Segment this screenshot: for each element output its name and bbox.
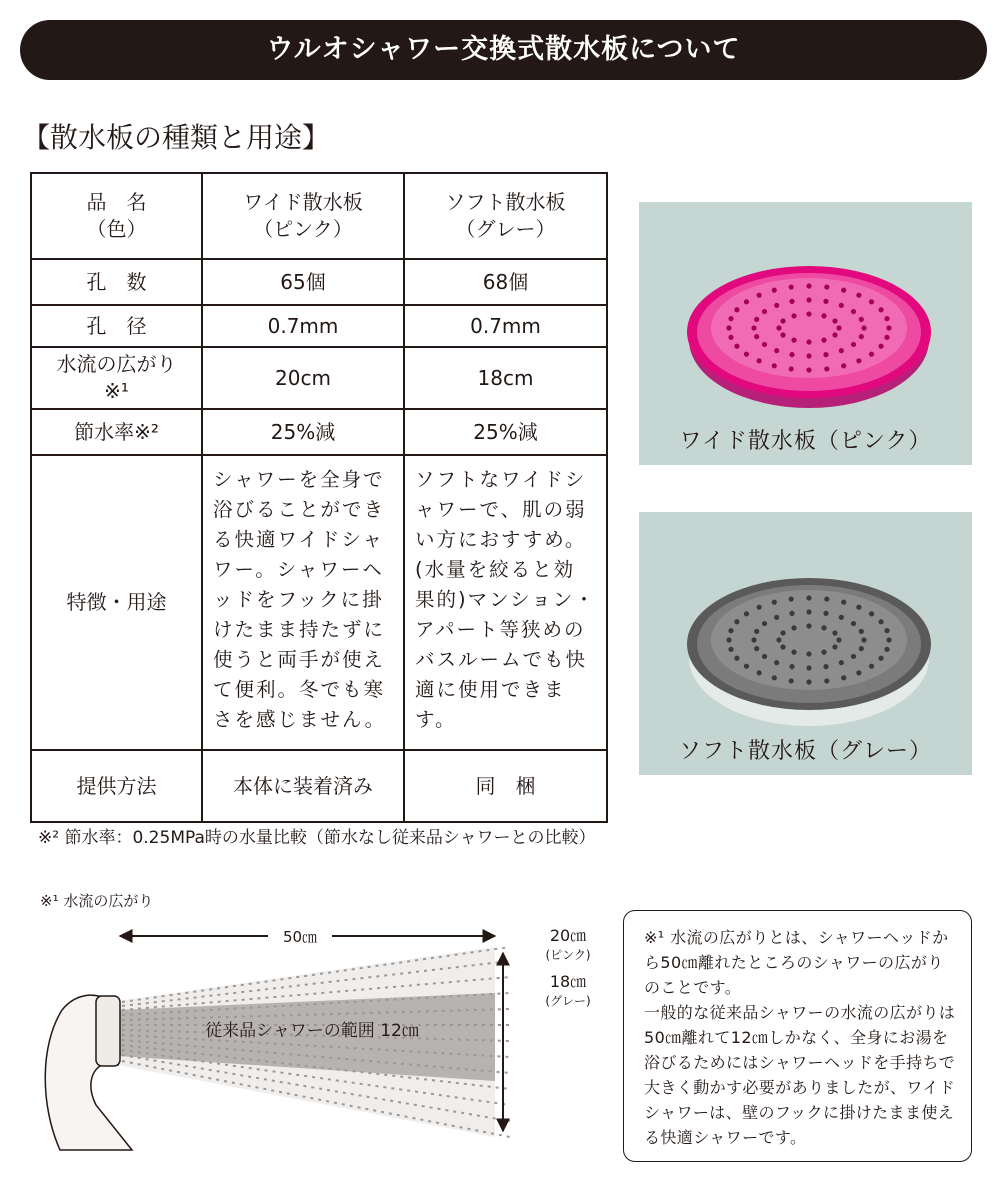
plate-hole: [754, 646, 759, 651]
header-cell-wide: ワイド散水板 （ピンク）: [202, 173, 404, 259]
plate-hole: [806, 623, 811, 628]
plate-hole: [744, 611, 749, 616]
plate-hole: [869, 352, 874, 357]
row-label: 節水率※²: [31, 409, 202, 455]
plate-hole: [726, 637, 731, 642]
plate-hole: [789, 611, 794, 616]
plate-hole: [744, 352, 749, 357]
plate-hole: [821, 650, 826, 655]
plate-hole: [878, 656, 883, 661]
plate-hole: [757, 605, 762, 610]
row-label: 提供方法: [31, 750, 202, 822]
plate-hole: [728, 647, 733, 652]
plate-hole: [806, 353, 811, 358]
plate-hole: [806, 679, 811, 684]
plate-hole: [878, 307, 883, 312]
cell-wide: シャワーを全身で浴びることができる快適ワイドシャワー。シャワーヘッドをフックに掛けたまま持たずに使うと両手が使えて便利。冬でも寒さを感じません。: [202, 455, 404, 750]
plate-hole: [823, 664, 828, 669]
plate-hole: [806, 311, 811, 316]
plate-hole: [806, 595, 811, 600]
spec-table: [30, 172, 608, 823]
plate-hole: [791, 313, 796, 318]
plate-hole: [841, 600, 846, 605]
section-title: 【散水板の種類と用途】: [22, 121, 331, 154]
plate-hole: [772, 600, 777, 605]
plate-hole: [884, 647, 889, 652]
row-label: 孔 数: [31, 259, 202, 305]
plate-hole: [734, 307, 739, 312]
plate-hole: [757, 293, 762, 298]
plate-hole: [884, 628, 889, 633]
plate-hole: [806, 283, 811, 288]
cell-wide: 65個: [202, 259, 404, 305]
plate-hole: [762, 654, 767, 659]
plate-hole: [772, 363, 777, 368]
plate-hole: [851, 342, 856, 347]
pink-plate-photo: [639, 202, 972, 465]
plate-hole: [744, 664, 749, 669]
cell-soft: 0.7mm: [404, 305, 607, 347]
plate-hole: [789, 352, 794, 357]
table-row: [31, 409, 607, 455]
plate-hole: [780, 332, 785, 337]
plate-hole: [832, 644, 837, 649]
plate-hole: [806, 297, 811, 302]
plate-hole: [757, 358, 762, 363]
plate-hole: [878, 619, 883, 624]
plate-hole: [772, 675, 777, 680]
plate-hole: [791, 625, 796, 630]
cell-soft: 68個: [404, 259, 607, 305]
cell-wide: 0.7mm: [202, 305, 404, 347]
plate-hole: [762, 342, 767, 347]
plate-hole: [734, 344, 739, 349]
plate-hole: [751, 325, 756, 330]
plate-hole: [856, 293, 861, 298]
plate-hole: [762, 309, 767, 314]
plate-hole: [839, 303, 844, 308]
cell-wide: 20cm: [202, 347, 404, 409]
plate-hole: [824, 366, 829, 371]
gray-plate-image: [639, 512, 972, 742]
plate-hole: [734, 619, 739, 624]
plate-hole: [841, 288, 846, 293]
plate-hole: [754, 317, 759, 322]
plate-hole: [861, 637, 866, 642]
plate-hole: [744, 299, 749, 304]
plate-hole: [821, 338, 826, 343]
plate-hole: [839, 660, 844, 665]
gray-plate-caption: ソフト散水板（グレー）: [678, 739, 932, 764]
plate-hole: [806, 665, 811, 670]
plate-hole: [859, 646, 864, 651]
plate-hole: [774, 660, 779, 665]
distance-label: 50㎝: [282, 928, 318, 946]
plate-hole: [776, 637, 781, 642]
cell-soft: 25%減: [404, 409, 607, 455]
plate-hole: [821, 313, 826, 318]
plate-hole: [856, 670, 861, 675]
plate-hole: [856, 358, 861, 363]
shower-head-illustration: [45, 995, 132, 1150]
plate-hole: [789, 366, 794, 371]
plate-hole: [824, 596, 829, 601]
plate-hole: [841, 363, 846, 368]
plate-hole: [774, 303, 779, 308]
plate-hole: [859, 629, 864, 634]
explanation-paragraph: ※¹ 水流の広がりとは、シャワーヘッドから50㎝離れたところのシャワーの広がりのことです。: [644, 928, 949, 997]
plate-hole: [823, 299, 828, 304]
plate-hole: [851, 654, 856, 659]
header-cell-name: 品 名 （色）: [31, 173, 202, 259]
plate-hole: [780, 318, 785, 323]
plate-hole: [856, 605, 861, 610]
table-row: [31, 347, 607, 409]
row-label: 特徴・用途: [31, 455, 202, 750]
table-row: [31, 259, 607, 305]
wide-size-label: 20㎝: [549, 926, 587, 945]
plate-hole: [791, 338, 796, 343]
cell-soft: 18cm: [404, 347, 607, 409]
plate-hole: [886, 325, 891, 330]
plate-hole: [878, 344, 883, 349]
plate-hole: [806, 609, 811, 614]
table-row: [31, 750, 607, 822]
table-row: [31, 305, 607, 347]
plate-hole: [832, 630, 837, 635]
soft-color-label: (グレー): [545, 994, 591, 1008]
wide-color-label: (ピンク): [545, 948, 591, 962]
plate-hole: [823, 352, 828, 357]
plate-hole: [824, 678, 829, 683]
plate-hole: [841, 675, 846, 680]
plate-hole: [806, 651, 811, 656]
plate-hole: [754, 629, 759, 634]
plate-hole: [789, 299, 794, 304]
plate-hole: [728, 628, 733, 633]
pink-plate-image: [639, 202, 972, 432]
plate-hole: [774, 348, 779, 353]
plate-hole: [821, 625, 826, 630]
table-row: [31, 173, 607, 259]
cell-wide: 25%減: [202, 409, 404, 455]
row-label: 孔 径: [31, 305, 202, 347]
plate-hole: [751, 637, 756, 642]
plate-hole: [762, 621, 767, 626]
plate-hole: [861, 325, 866, 330]
row-label: 水流の広がり ※¹: [31, 347, 202, 409]
plate-hole: [869, 611, 874, 616]
soft-size-label: 18㎝: [549, 972, 587, 991]
footnote-spread-label: ※¹ 水流の広がり: [40, 892, 154, 910]
plate-hole: [823, 611, 828, 616]
plate-hole: [869, 664, 874, 669]
plate-hole: [791, 650, 796, 655]
plate-hole: [772, 288, 777, 293]
plate-hole: [728, 316, 733, 321]
footnote-saving-rate: ※² 節水率：0.25MPa時の水量比較（節水なし従来品シャワーとの比較）: [38, 828, 596, 848]
plate-hole: [851, 621, 856, 626]
plate-hole: [789, 664, 794, 669]
spread-explanation-box: [623, 910, 972, 1162]
plate-hole: [851, 309, 856, 314]
plate-hole: [884, 316, 889, 321]
conventional-range-label: 従来品シャワーの範囲 12㎝: [205, 1021, 419, 1041]
plate-hole: [832, 318, 837, 323]
gray-plate-photo: [639, 512, 972, 775]
plate-hole: [832, 332, 837, 337]
cell-wide: 本体に装着済み: [202, 750, 404, 822]
plate-hole: [839, 615, 844, 620]
plate-hole: [886, 637, 891, 642]
table-row: [31, 455, 607, 750]
plate-hole: [776, 325, 781, 330]
explanation-paragraph: 一般的な従来品シャワーの水流の広がりは50㎝離れて12㎝しかなく、全身にお湯を浴びるためにはシャワーヘッドを手持ちで大きく動かす必要がありましたが、ワイドシャワーは、壁のフックに掛けたまま使える快適シャワーです。: [644, 1003, 956, 1147]
plate-hole: [780, 630, 785, 635]
plate-hole: [884, 335, 889, 340]
plate-hole: [806, 367, 811, 372]
plate-hole: [789, 284, 794, 289]
page-banner: ウルオシャワー交換式散水板について: [20, 20, 987, 80]
plate-hole: [869, 299, 874, 304]
plate-hole: [726, 325, 731, 330]
plate-hole: [859, 317, 864, 322]
plate-hole: [734, 656, 739, 661]
cell-soft: 同 梱: [404, 750, 607, 822]
plate-hole: [836, 325, 841, 330]
plate-hole: [757, 670, 762, 675]
plate-hole: [839, 348, 844, 353]
spray-spread-diagram: [0, 905, 620, 1195]
plate-hole: [859, 334, 864, 339]
plate-hole: [836, 637, 841, 642]
plate-hole: [789, 596, 794, 601]
plate-hole: [824, 284, 829, 289]
cell-soft: ソフトなワイドシャワーで、肌の弱い方におすすめ。(水量を絞ると効果的)マンション・アパート等狭めのバスルームでも快適に使用できます。: [404, 455, 607, 750]
plate-hole: [754, 334, 759, 339]
plate-hole: [780, 644, 785, 649]
plate-hole: [774, 615, 779, 620]
plate-hole: [789, 678, 794, 683]
plate-hole: [728, 335, 733, 340]
plate-hole: [806, 339, 811, 344]
pink-plate-caption: ワイド散水板（ピンク）: [679, 429, 932, 454]
header-cell-soft: ソフト散水板 （グレー）: [404, 173, 607, 259]
